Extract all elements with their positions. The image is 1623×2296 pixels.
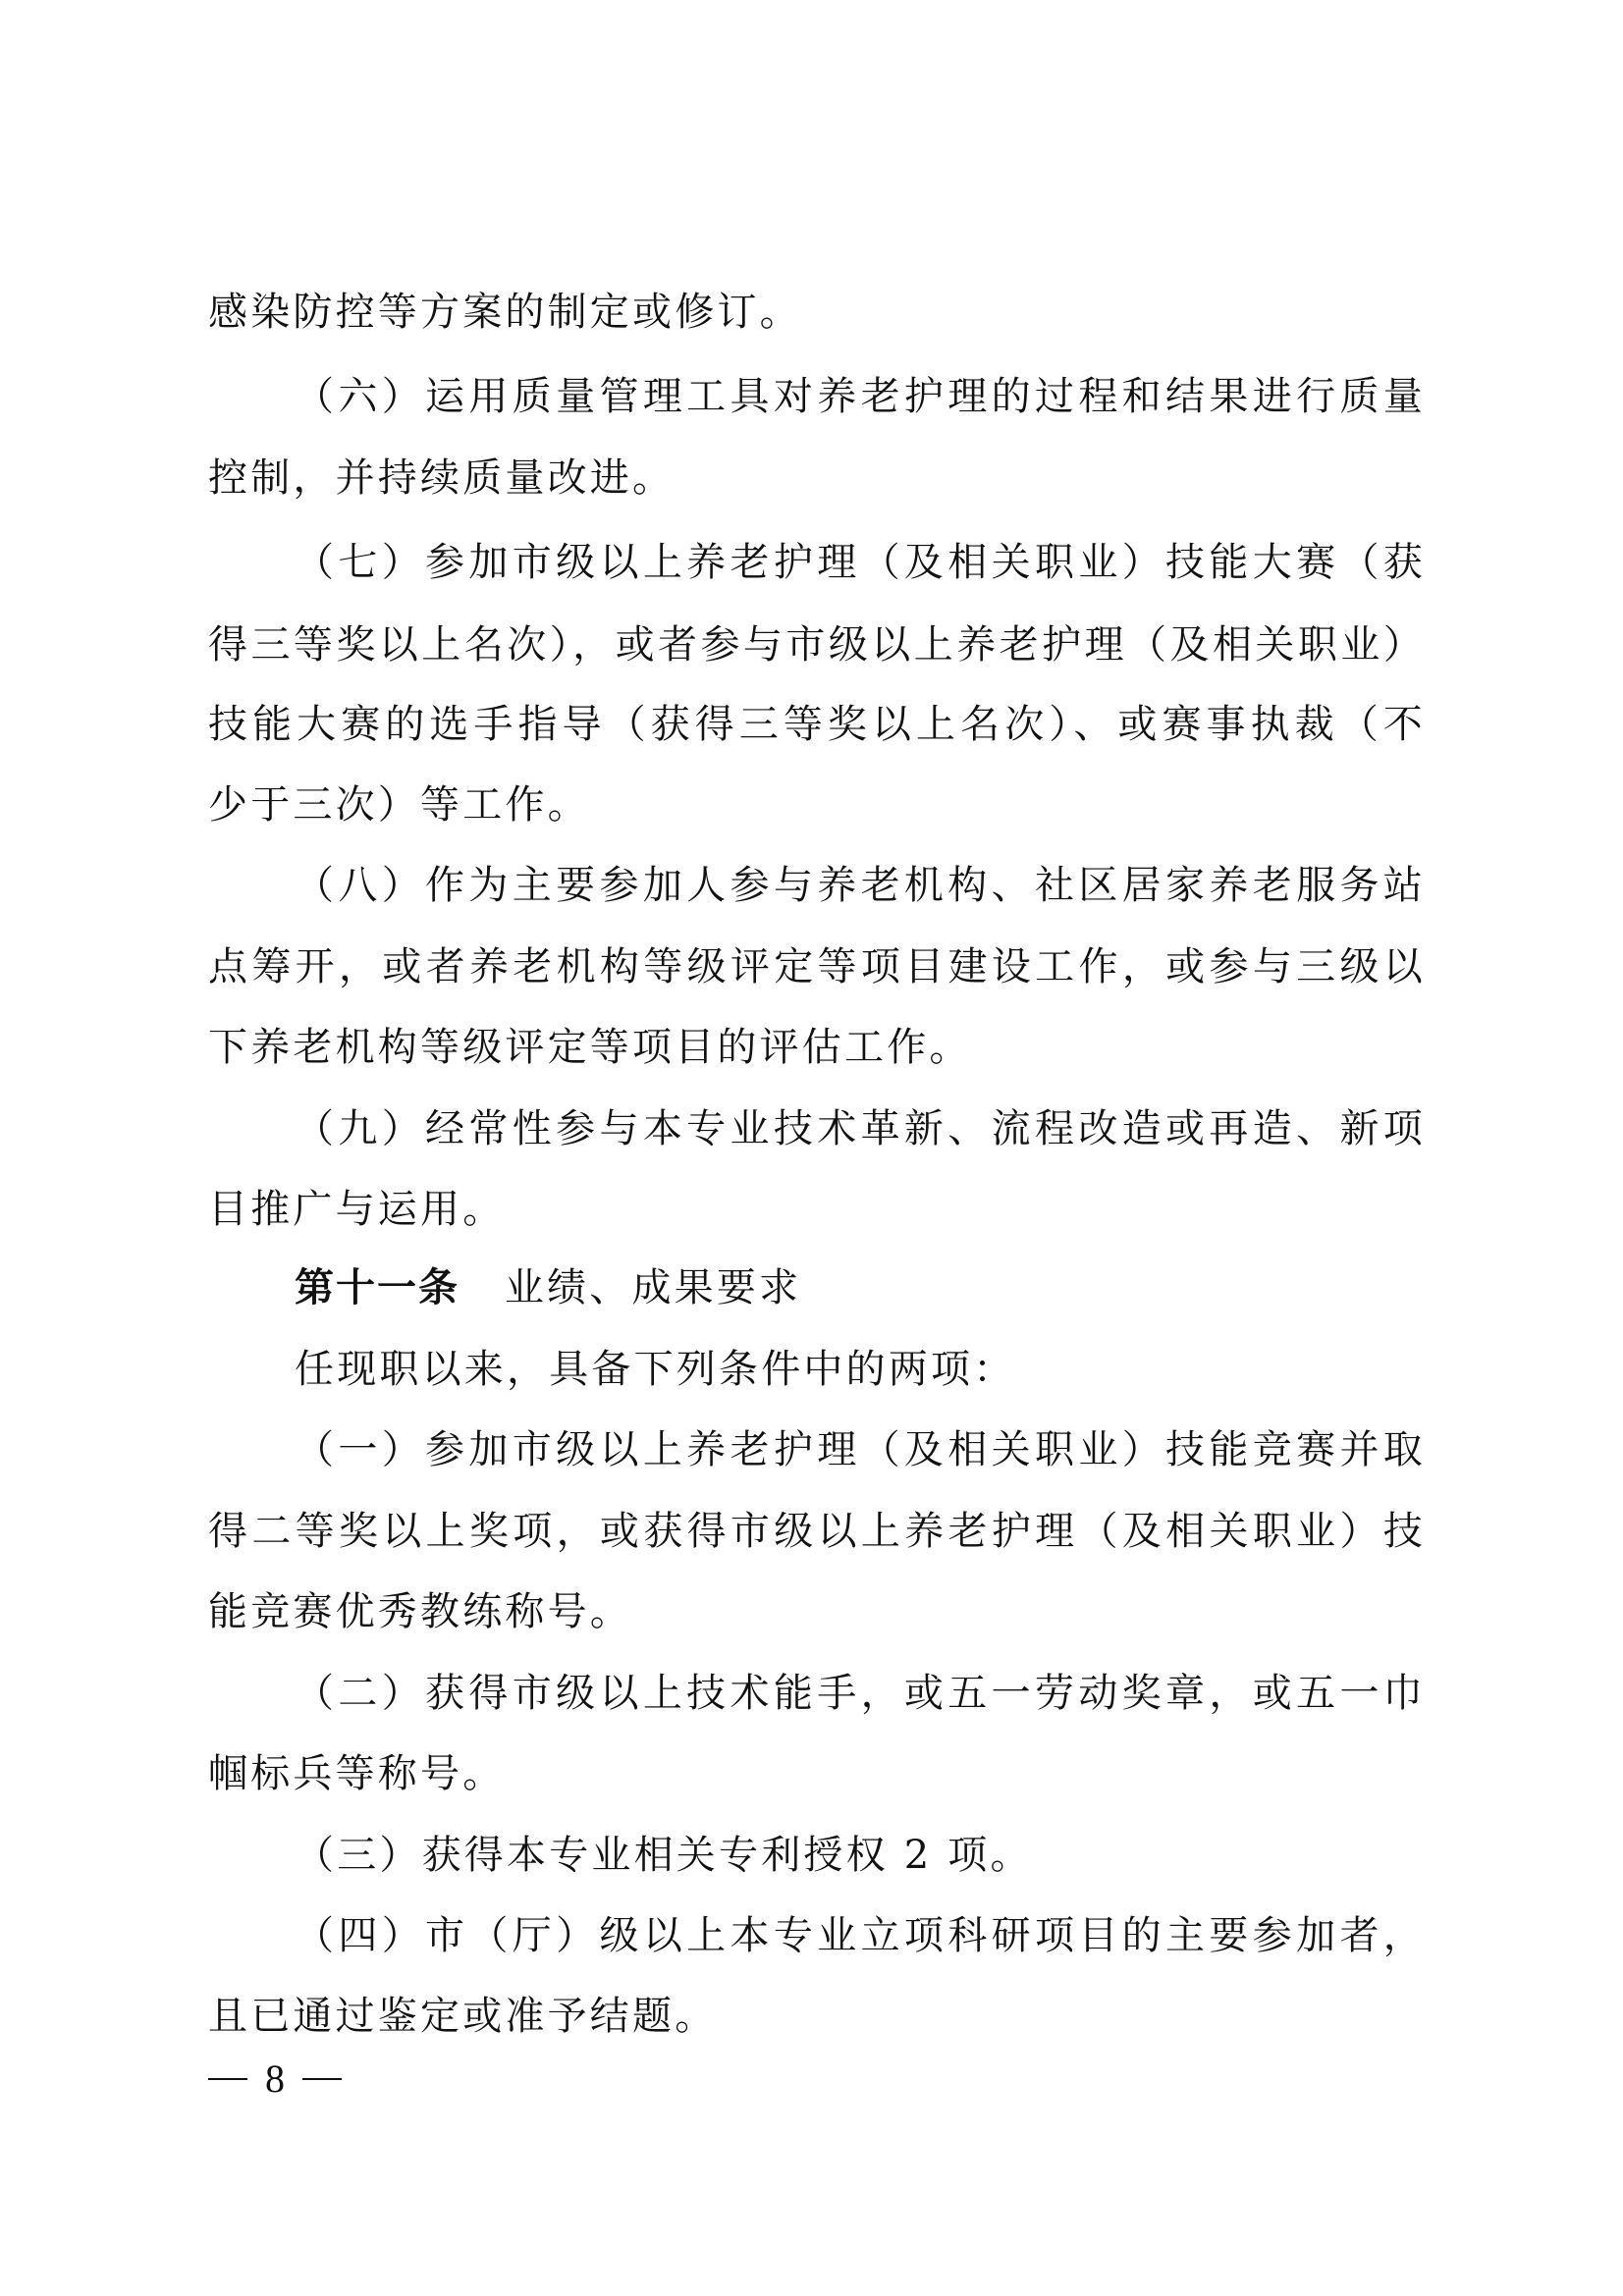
article-number: 第十一条 [295, 1265, 460, 1310]
paragraph-line: 任现职以来，具备下列条件中的两项： [295, 1347, 1016, 1392]
paragraph-line: （七）参加市级以上养老护理（及相关职业）技能大赛（获 [295, 540, 1426, 585]
article-heading [295, 1263, 1512, 1312]
paragraph-line: 少于三次）等工作。 [208, 782, 590, 828]
paragraph-line: 技能大赛的选手指导（获得三等奖以上名次）、或赛事执裁（不 [208, 702, 1426, 747]
paragraph-line: （四）市（厅）级以上本专业立项科研项目的主要参加者， [295, 1913, 1426, 1958]
paragraph-line: 点筹开，或者养老机构等级评定等项目建设工作，或参与三级以 [208, 944, 1426, 989]
paragraph-line: 能竞赛优秀教练称号。 [208, 1589, 632, 1634]
paragraph-line: （六）运用质量管理工具对养老护理的过程和结果进行质量 [295, 374, 1426, 419]
paragraph-line: 控制，并持续质量改进。 [208, 455, 676, 501]
page-number: 8 [265, 2056, 285, 2101]
paragraph-line: （一）参加市级以上养老护理（及相关职业）技能竞赛并取 [295, 1427, 1426, 1472]
paragraph-line: （二）获得市级以上技术能手，或五一劳动奖章，或五一巾 [295, 1671, 1426, 1716]
paragraph-line: 目推广与运用。 [208, 1187, 506, 1232]
footer-dash-left [208, 2078, 247, 2080]
article-title: 业绩、成果要求 [504, 1265, 802, 1310]
paragraph-line: 下养老机构等级评定等项目的评估工作。 [208, 1025, 972, 1070]
footer-dash-right [302, 2078, 342, 2080]
paragraph-line: 感染防控等方案的制定或修订。 [208, 290, 802, 335]
paragraph-line: （三）获得本专业相关专利授权 2 项。 [295, 1833, 1033, 1878]
page-footer [208, 2055, 342, 2104]
paragraph-line: 得三等奖以上名次），或者参与市级以上养老护理（及相关职业） [208, 622, 1426, 667]
paragraph-line: （八）作为主要参加人参与养老机构、社区居家养老服务站 [295, 863, 1426, 908]
paragraph-line: （九）经常性参与本专业技术革新、流程改造或再造、新项 [295, 1106, 1426, 1151]
paragraph-line: 得二等奖以上奖项，或获得市级以上养老护理（及相关职业）技 [208, 1509, 1426, 1554]
paragraph-line: 且已通过鉴定或准予结题。 [208, 1994, 718, 2039]
paragraph-line: 帼标兵等称号。 [208, 1751, 506, 1796]
